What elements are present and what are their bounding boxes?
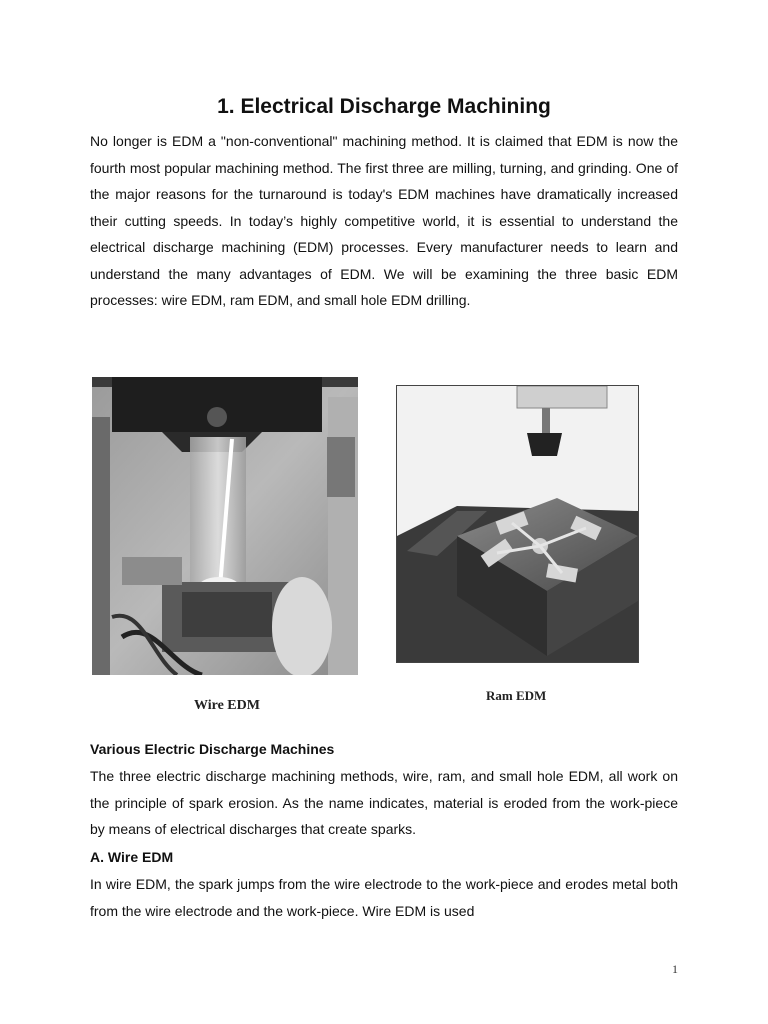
intro-text: No longer is EDM a "non-conventional" machining method. It is claimed that EDM is now the fourth most popular machining method. The first three are milling, turning, and grinding. One of the major reasons for the turnaround is today's EDM machines have dramatically increased their cutting speeds. In today’s highly competitive world, it is essential to understand the electrical discharge machining (EDM) processes. Every manufacturer needs to learn and understand the many advantages of EDM. We will be examining the three basic EDM processes: wire EDM, ram EDM, and small hole EDM drilling. [90,133,678,308]
intro-paragraph [90,128,678,314]
section-text: The three electric discharge machining methods, wire, ram, and small hole EDM, all work on the principle of spark erosion. As the name indicates, material is eroded from the work-piece by means of electrical discharges that create sparks. [90,768,678,837]
page-number: 1 [672,962,678,976]
ram-edm-photo [396,385,639,663]
subsection-heading: A. Wire EDM [90,849,174,865]
ram-edm-caption: Ram EDM [486,688,547,703]
section-paragraph [90,763,678,843]
section-heading: Various Electric Discharge Machines [90,741,335,757]
subsection-paragraph [90,871,678,924]
wire-edm-caption: Wire EDM [194,698,260,713]
ram-edm-image [397,386,638,662]
subsection-text: In wire EDM, the spark jumps from the wire electrode to the work-piece and erodes metal both from the wire electrode and the work-piece. Wire EDM is used [90,876,678,919]
page-title: 1. Electrical Discharge Machining [217,95,551,118]
wire-edm-photo [92,377,358,675]
wire-edm-image [92,377,358,675]
